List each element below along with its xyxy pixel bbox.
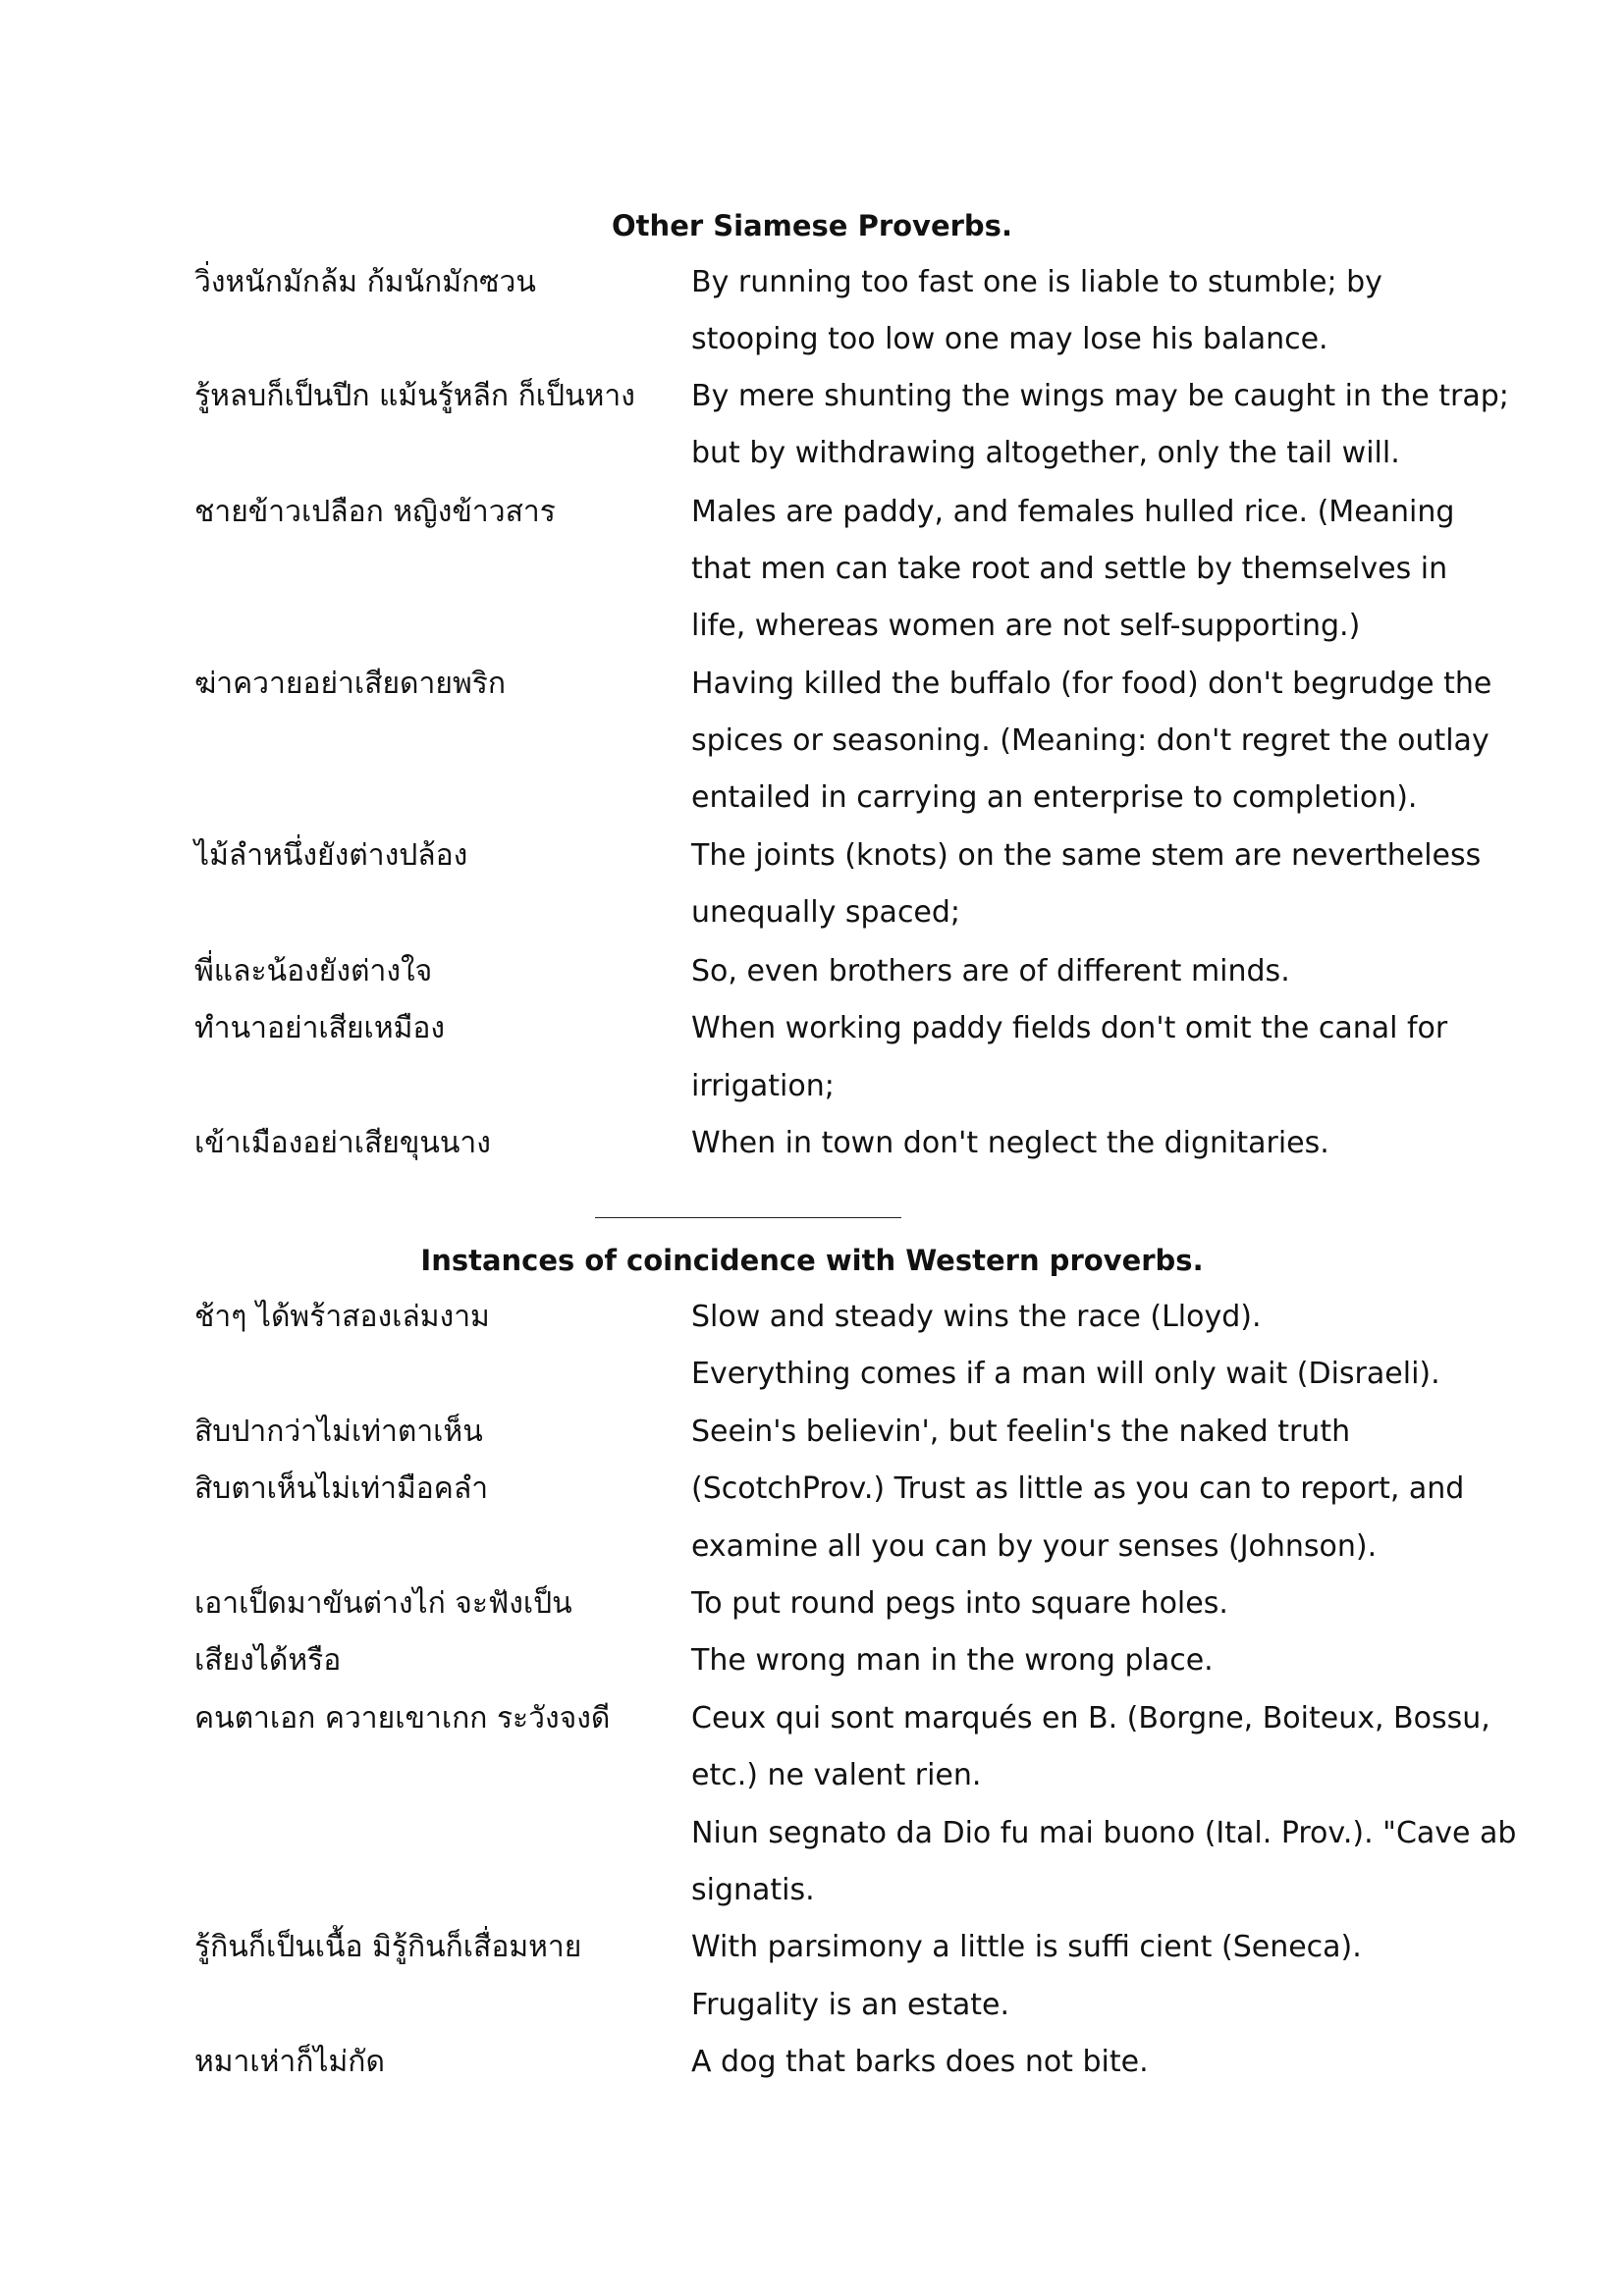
thai-proverb: รู้หลบก็เป็นปีก แม้นรู้หลีก ก็เป็นหาง [194, 379, 635, 413]
english-equivalent: Seein's believin', but feelin's the naked truth [691, 1415, 1351, 1449]
english-equivalent: Ceux qui sont marqués en B. (Borgne, Boiteux, Bossu, [691, 1701, 1490, 1735]
thai-proverb: คนตาเอก ควายเขาเกก ระวังจงดี [194, 1701, 611, 1735]
english-translation: When in town don't neglect the dignitaries. [691, 1126, 1329, 1160]
thai-proverb: ฆ่าควายอย่าเสียดายพริก [194, 667, 506, 701]
thai-proverb: ช้าๆ ได้พร้าสองเล่มงาม [194, 1300, 490, 1334]
thai-proverb: หมาเห่าก็ไม่กัด [194, 2045, 385, 2079]
english-equivalent: The wrong man in the wrong place. [691, 1643, 1214, 1678]
thai-proverb: เสียงได้หรือ [194, 1643, 342, 1678]
thai-proverb: วิ่งหนักมักล้ม ก้มนักมักซวน [194, 265, 536, 299]
english-translation: Having killed the buffalo (for food) don't begrudge the [691, 667, 1492, 701]
thai-proverb: ทำนาอย่าเสียเหมือง [194, 1011, 446, 1045]
english-translation: unequally spaced; [691, 895, 961, 930]
english-equivalent: examine all you can by your senses (Johnson). [691, 1529, 1378, 1564]
english-equivalent: Niun segnato da Dio fu mai buono (Ital. Prov.). "Cave ab [691, 1816, 1517, 1850]
english-translation: When working paddy fields don't omit the canal for [691, 1011, 1448, 1045]
english-translation: life, whereas women are not self-supporting.) [691, 609, 1361, 643]
section-divider [595, 1217, 901, 1218]
thai-proverb: ไม้ลำหนึ่งยังต่างปล้อง [194, 838, 468, 873]
thai-proverb: รู้กินก็เป็นเนื้อ มิรู้กินก็เสื่อมหาย [194, 1930, 582, 1964]
english-translation: The joints (knots) on the same stem are nevertheless [691, 838, 1482, 873]
english-translation: irrigation; [691, 1069, 835, 1103]
section-heading-western-proverbs: Instances of coincidence with Western proverbs. [420, 1244, 1204, 1277]
english-equivalent: To put round pegs into square holes. [691, 1586, 1228, 1621]
english-translation: By mere shunting the wings may be caught in the trap; [691, 379, 1509, 413]
thai-proverb: พี่และน้องยังต่างใจ [194, 954, 433, 988]
english-translation: Males are paddy, and females hulled rice. (Meaning [691, 495, 1455, 529]
english-equivalent: A dog that barks does not bite. [691, 2045, 1149, 2079]
english-equivalent: signatis. [691, 1873, 815, 1907]
english-translation: By running too fast one is liable to stumble; by [691, 265, 1382, 299]
thai-proverb: สิบปากว่าไม่เท่าตาเห็น [194, 1415, 483, 1449]
english-translation: So, even brothers are of different minds. [691, 954, 1290, 988]
english-equivalent: (ScotchProv.) Trust as little as you can to report, and [691, 1471, 1465, 1506]
english-equivalent: With parsimony a little is suffi cient (Seneca). [691, 1930, 1362, 1964]
thai-proverb: สิบตาเห็นไม่เท่ามือคลำ [194, 1471, 489, 1506]
section-heading-siamese-proverbs: Other Siamese Proverbs. [612, 209, 1012, 242]
thai-proverb: ชายข้าวเปลือก หญิงข้าวสาร [194, 495, 556, 529]
english-translation: stooping too low one may lose his balance. [691, 322, 1328, 356]
english-translation: but by withdrawing altogether, only the tail will. [691, 436, 1400, 470]
english-translation: spices or seasoning. (Meaning: don't regret the outlay [691, 723, 1489, 758]
thai-proverb: เอาเป็ดมาขันต่างไก่ จะฟังเป็น [194, 1586, 572, 1621]
english-equivalent: Everything comes if a man will only wait (Disraeli). [691, 1357, 1440, 1391]
english-equivalent: Frugality is an estate. [691, 1988, 1009, 2022]
english-equivalent: etc.) ne valent rien. [691, 1758, 982, 1792]
english-equivalent: Slow and steady wins the race (Lloyd). [691, 1300, 1262, 1334]
english-translation: entailed in carrying an enterprise to completion). [691, 780, 1418, 815]
english-translation: that men can take root and settle by themselves in [691, 552, 1448, 586]
thai-proverb: เข้าเมืองอย่าเสียขุนนาง [194, 1126, 491, 1160]
